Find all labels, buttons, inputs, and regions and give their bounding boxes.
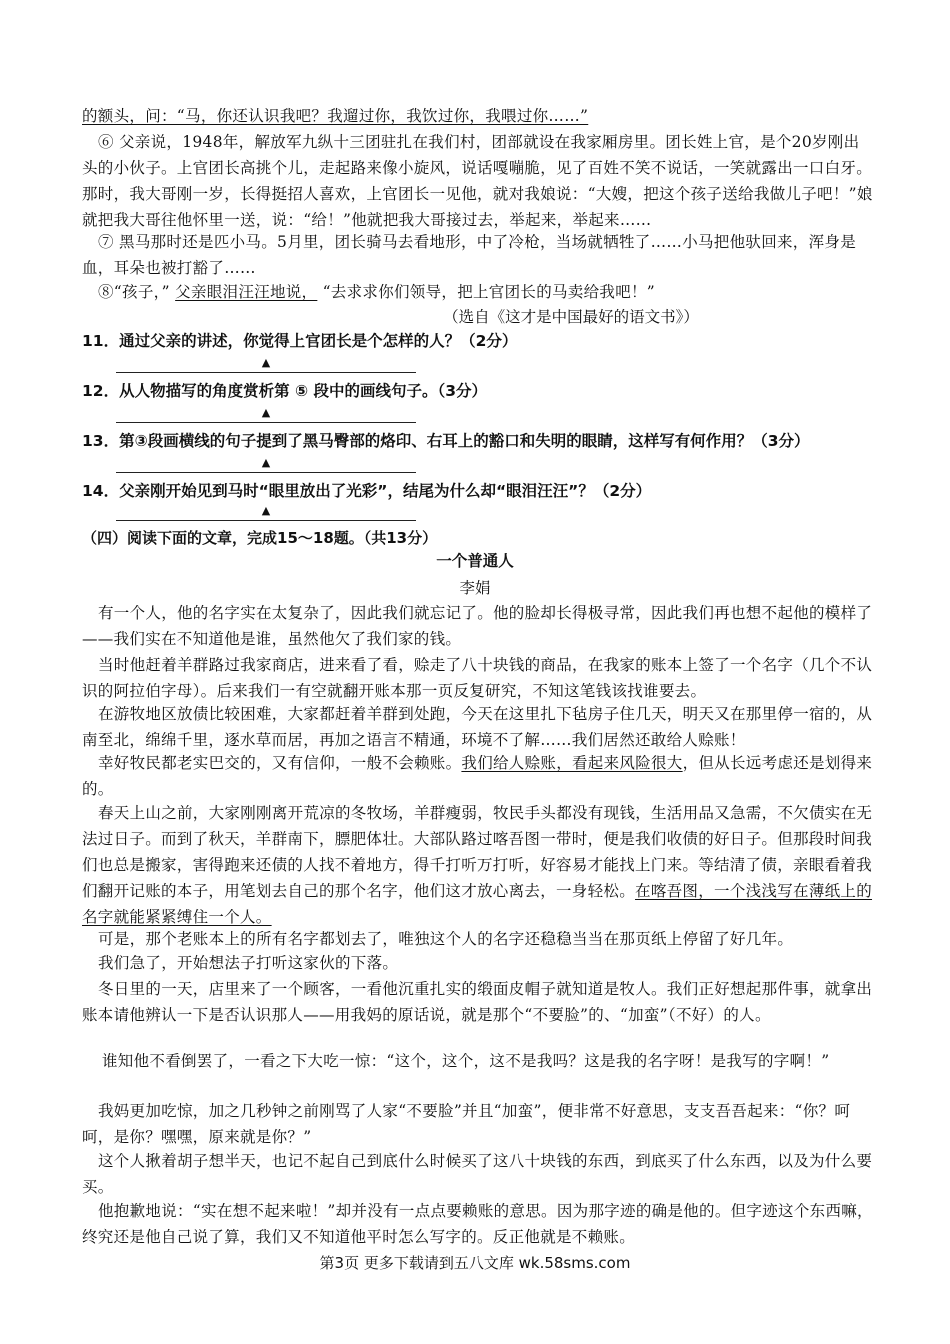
answer-line-11[interactable] [116, 354, 416, 373]
page-footer: 第3页 更多下载请到五八文库 wk.58sms.com [319, 1254, 631, 1272]
article-paragraph-8: 冬日里的一天，店里来了一个顾客，一看他沉重扎实的缎面皮帽子就知道是牧人。我们正好想起那件事，就拿出账本请他辨认一下是否认识那人——用我妈的原话说，就是那个“不要脸”的、“加蛮”（不好）的人。 [82, 980, 873, 1024]
article-paragraph-1: 有一个人，他的名字实在太复杂了，因此我们就忘记了。他的脸却长得极寻常，因此我们再也想不起他的模样了——我们实在不知道他是谁，虽然他欠了我们家的钱。 [82, 604, 873, 648]
answer-marker: ▲ [261, 406, 271, 419]
p4-end: ，但从长远考虑还是划得来的。 [82, 754, 873, 798]
article-paragraph-9: 谁知他不看倒罢了，一看之下大吃一惊：“这个，这个，这不是我吗？这是我的名字呀！是我写的字啊！” [102, 1052, 830, 1070]
article-paragraph-3: 在游牧地区放债比较困难，大家都赶着羊群到处跑，今天在这里扎下毡房子住几天，明天又在那里停一宿的，从南至北，绵绵千里，逐水草而居，再加之语言不精通，环境不了解……我们居然还敢给人赊账！ [82, 705, 873, 749]
p5-underlined-sentence: 在喀吾图，一个浅浅写在薄纸上的名字就能紧紧缚住一个人。 [82, 882, 873, 926]
article-paragraph-2: 当时他赶着羊群路过我家商店，进来看了看，赊走了八十块钱的商品，在我家的账本上签了一个名字（几个不认识的阿拉伯字母）。后来我们一有空就翻开账本那一页反复研究，不知这笔钱该找谁要去。 [82, 656, 873, 700]
article-paragraph-6: 可是，那个老账本上的所有名字都划去了，唯独这个人的名字还稳稳当当在那页纸上停留了好几年。 [98, 930, 794, 948]
article-author: 李娟 [459, 579, 491, 597]
article-paragraph-12: 他抱歉地说：“实在想不起来啦！”却并没有一点点要赖账的意思。因为那字迹的确是他的。但字迹这个东西嘛，终究还是他自己说了算，我们又不知道他平时怎么写字的。反正他就是不赖账。 [82, 1202, 873, 1246]
article-paragraph-5 [82, 800, 874, 930]
article-paragraph-7: 我们急了，开始想法子打听这家伙的下落。 [98, 954, 399, 972]
p4-start: 幸好牧民都老实巴交的，又有信仰，一般不会赖账。 [98, 754, 462, 772]
p8-underlined-phrase: 父亲眼泪汪汪地说， [175, 283, 318, 301]
source-citation: （选自《这才是中国最好的语文书》） [443, 308, 699, 326]
paragraph-6: ⑥ 父亲说，1948年，解放军九纵十三团驻扎在我们村，团部就设在我家厢房里。团长姓上官，是个20岁刚出头的小伙子。上官团长高挑个儿，走起路来像小旋风，说话嘎嘣脆，见了百姓不笑不说话，一笑就露出一口白牙。那时，我大哥刚一岁，长得挺招人喜欢，上官团长一见他，就对我娘说：“大嫂，把这个孩子送给我做儿子吧！”娘就把我大哥往他怀里一送，说：“给！”他就把我大哥接过去，举起来，举起来…… [82, 133, 873, 229]
answer-line-12[interactable] [116, 404, 416, 423]
p8-quote-a: ⑧“孩子，” [98, 283, 170, 301]
answer-marker: ▲ [261, 356, 271, 369]
question-14: 14．父亲刚开始见到马时“眼里放出了光彩”，结尾为什么却“眼泪汪汪”？（2分） [82, 482, 652, 500]
p5-body: 春天上山之前，大家刚刚离开荒凉的冬牧场，羊群瘦弱，牧民手头都没有现钱，生活用品又急需，不欠债实在无法过日子。而到了秋天，羊群南下，膘肥体壮。大部队路过喀吾图一带时，便是我们收债的好日子。但那段时间我们也总是搬家，害得跑来还债的人找不着地方，得千打听万打听，好容易才能找上门来。等结清了债，亲眼看着我们翻开记账的本子，用笔划去自己的那个名字，他们这才放心离去，一身轻松。 [82, 804, 873, 900]
question-13: 13．第③段画横线的句子提到了黑马臀部的烙印、右耳上的豁口和失明的眼睛，这样写有何作用？（3分） [82, 432, 810, 450]
answer-line-14[interactable] [116, 502, 416, 521]
p4-underlined-sentence: 我们给人赊账，看起来风险很大 [461, 754, 683, 772]
question-11: 11．通过父亲的讲述，你觉得上官团长是个怎样的人？（2分） [82, 332, 518, 350]
p8-quote-b: “去求求你们领导，把上官团长的马卖给我吧！” [322, 283, 656, 301]
paragraph-8 [82, 279, 874, 305]
article-paragraph-4 [82, 750, 874, 802]
answer-marker: ▲ [261, 456, 271, 469]
answer-marker: ▲ [261, 504, 271, 517]
article-title: 一个普通人 [436, 552, 514, 570]
article-paragraph-11: 这个人揪着胡子想半天，也记不起自己到底什么时候买了这八十块钱的东西，到底买了什么东西，以及为什么要买。 [82, 1152, 873, 1196]
paragraph-5-continued: 的额头，问：“马，你还认识我吧？我遛过你，我饮过你，我喂过你……” [82, 107, 589, 125]
question-12: 12．从人物描写的角度赏析第 ⑤ 段中的画线句子。（3分） [82, 382, 488, 400]
article-paragraph-10: 我妈更加吃惊，加之几秒钟之前刚骂了人家“不要脸”并且“加蛮”，便非常不好意思，支支吾吾起来：“你？呵呵，是你？嘿嘿，原来就是你？” [82, 1102, 851, 1146]
answer-line-13[interactable] [116, 454, 416, 473]
paragraph-7: ⑦ 黑马那时还是匹小马。5月里，团长骑马去看地形，中了冷枪，当场就牺牲了……小马把他驮回来，浑身是血，耳朵也被打豁了…… [82, 233, 856, 277]
section-4-heading: （四）阅读下面的文章，完成15～18题。（共13分） [82, 529, 438, 547]
